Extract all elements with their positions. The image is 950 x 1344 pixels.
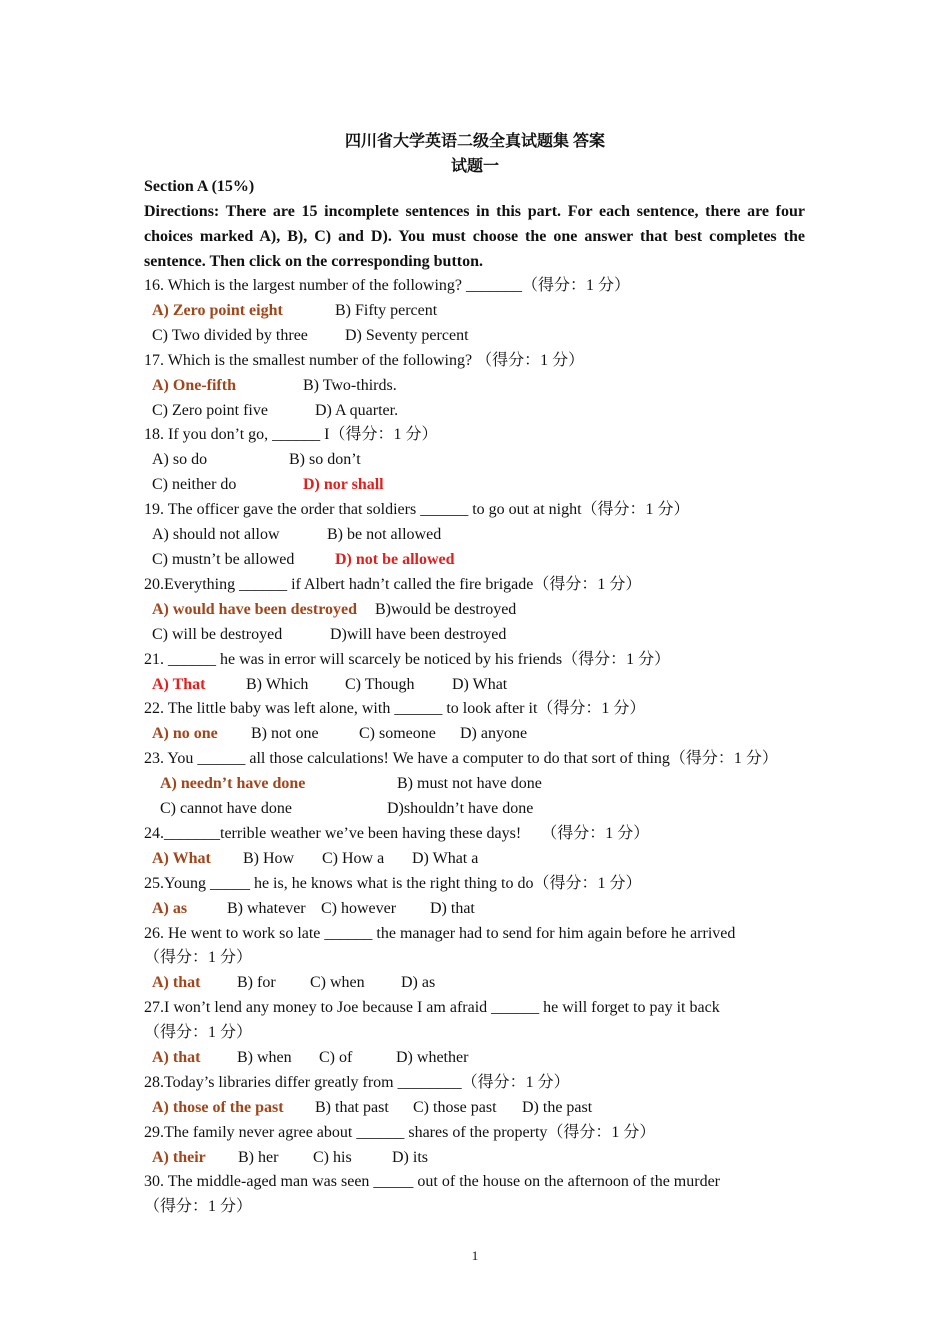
question-23-option-c: C) cannot have done: [160, 800, 292, 817]
question-23-option-a: A) needn’t have done: [160, 775, 306, 792]
question-23-option-b: B) must not have done: [397, 775, 542, 792]
document-subtitle: 试题一: [450, 158, 499, 175]
question-28-option-a: A) those of the past: [152, 1099, 284, 1116]
question-25-option-a: A) as: [152, 900, 188, 917]
question-17-option-d: D) A quarter.: [315, 402, 399, 419]
question-26-option-d: D) as: [401, 974, 436, 991]
question-30-stem: 30. The middle-aged man was seen _____ out of the house on the afternoon of the murder: [144, 1173, 720, 1190]
question-26-score: （得分：1 分）: [144, 949, 253, 966]
question-29-option-c: C) his: [313, 1149, 352, 1166]
question-24-option-b: B) How: [243, 850, 295, 867]
question-23-stem: 23. You ______ all those calculations! We have a computer to do that sort of thing（得分：1 分）: [144, 750, 778, 767]
question-24-option-d: D) What a: [412, 850, 479, 867]
question-30-score: （得分：1 分）: [144, 1198, 253, 1215]
question-27-stem: 27.I won’t lend any money to Joe because I am afraid ______ he will forget to pay it back: [144, 999, 720, 1016]
question-28-option-d: D) the past: [522, 1099, 593, 1116]
question-17-option-a: A) One-fifth: [152, 377, 236, 394]
question-22-option-d: D) anyone: [460, 725, 528, 742]
question-20-stem: 20.Everything ______ if Albert hadn’t called the fire brigade（得分：1 分）: [144, 576, 642, 593]
question-19-option-d: D) not be allowed: [335, 551, 455, 568]
question-17-stem: 17. Which is the smallest number of the following? （得分：1 分）: [144, 352, 585, 369]
question-21-option-b: B) Which: [246, 676, 309, 693]
question-24-option-a: A) What: [152, 850, 211, 867]
question-22-option-b: B) not one: [251, 725, 319, 742]
question-21-option-d: D) What: [452, 676, 508, 693]
question-19-stem: 19. The officer gave the order that soldiers ______ to go out at night（得分：1 分）: [144, 501, 690, 518]
question-26-option-a: A) that: [152, 974, 201, 991]
question-26-stem: 26. He went to work so late ______ the manager had to send for him again before he arrived: [144, 925, 736, 942]
question-29-stem: 29.The family never agree about ______ shares of the property（得分：1 分）: [144, 1124, 656, 1141]
question-24-option-c: C) How a: [322, 850, 385, 867]
question-29-option-a: A) their: [152, 1149, 206, 1166]
question-19-option-c: C) mustn’t be allowed: [152, 551, 295, 568]
section-heading: Section A (15%): [144, 178, 255, 195]
page-number: 1: [471, 1248, 479, 1263]
question-22-option-a: A) no one: [152, 725, 218, 742]
question-24-stem: 24._______terrible weather we’ve been having these days! （得分：1 分）: [144, 825, 650, 842]
question-29-option-d: D) its: [392, 1149, 428, 1166]
question-16-option-d: D) Seventy percent: [345, 327, 469, 344]
question-27-option-b: B) when: [237, 1049, 292, 1066]
question-18-option-d: D) nor shall: [303, 476, 384, 493]
question-25-option-c: C) however: [321, 900, 397, 917]
question-18-option-c: C) neither do: [152, 476, 237, 493]
question-26-option-b: B) for: [237, 974, 276, 991]
question-17-option-c: C) Zero point five: [152, 402, 268, 419]
question-16-option-b: B) Fifty percent: [335, 302, 438, 319]
question-21-option-c: C) Though: [345, 676, 415, 693]
question-20-option-b: B)would be destroyed: [375, 601, 517, 618]
question-21-stem: 21. ______ he was in error will scarcely be noticed by his friends（得分：1 分）: [144, 651, 671, 668]
directions: Directions: There are 15 incomplete sentences in this part. For each sentence, there are four choices marked A), B), C) and D). You must choose the one answer that best completes the sentence. Then click on the corresponding button.: [144, 203, 805, 270]
question-18-option-b: B) so don’t: [289, 451, 361, 468]
question-16-stem: 16. Which is the largest number of the following? _______（得分：1 分）: [144, 277, 631, 294]
document-title: 四川省大学英语二级全真试题集 答案: [344, 133, 605, 150]
question-19-option-b: B) be not allowed: [327, 526, 442, 543]
question-16-option-a: A) Zero point eight: [152, 302, 283, 319]
question-18-option-a: A) so do: [152, 451, 208, 468]
question-21-option-a: A) That: [152, 676, 206, 693]
question-19-option-a: A) should not allow: [152, 526, 280, 543]
question-27-option-d: D) whether: [396, 1049, 469, 1066]
question-20-option-d: D)will have been destroyed: [330, 626, 507, 643]
question-23-option-d: D)shouldn’t have done: [387, 800, 534, 817]
question-25-option-d: D) that: [430, 900, 475, 917]
question-27-option-c: C) of: [319, 1049, 353, 1066]
question-25-option-b: B) whatever: [227, 900, 306, 917]
question-17-option-b: B) Two-thirds.: [303, 377, 397, 394]
question-28-stem: 28.Today’s libraries differ greatly from ________（得分：1 分）: [144, 1074, 570, 1091]
question-18-stem: 18. If you don’t go, ______ I（得分：1 分）: [144, 426, 438, 443]
question-27-score: （得分：1 分）: [144, 1024, 253, 1041]
question-28-option-c: C) those past: [413, 1099, 497, 1116]
question-27-option-a: A) that: [152, 1049, 201, 1066]
question-20-option-c: C) will be destroyed: [152, 626, 283, 643]
question-22-stem: 22. The little baby was left alone, with ______ to look after it（得分：1 分）: [144, 700, 646, 717]
question-26-option-c: C) when: [310, 974, 365, 991]
question-22-option-c: C) someone: [359, 725, 436, 742]
question-25-stem: 25.Young _____ he is, he knows what is the right thing to do（得分：1 分）: [144, 875, 642, 892]
question-28-option-b: B) that past: [315, 1099, 389, 1116]
question-16-option-c: C) Two divided by three: [152, 327, 308, 344]
question-20-option-a: A) would have been destroyed: [152, 601, 358, 618]
question-29-option-b: B) her: [238, 1149, 279, 1166]
